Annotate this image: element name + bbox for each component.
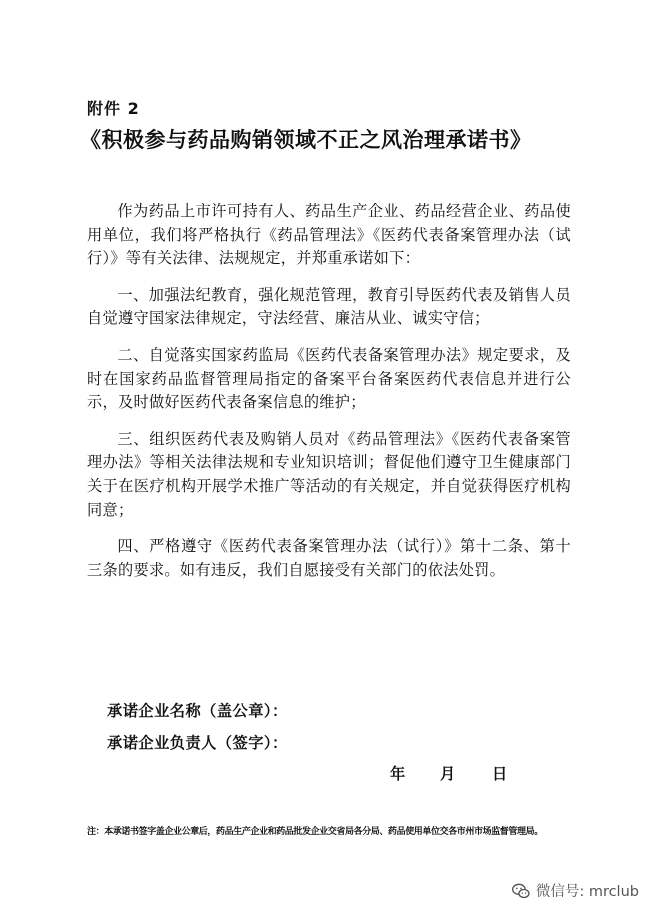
date-year: 年: [390, 765, 406, 783]
date-day: 日: [492, 765, 508, 783]
watermark-text: 微信号: mrclub: [535, 884, 639, 900]
paragraph-item-3: 三、组织医药代表及购销人员对《药品管理法》《医药代表备案管理办法》等相关法律法规和专业知识培训；督促他们遵守卫生健康部门关于在医疗机构开展学术推广等活动的有关规定，并自觉获得医疗机构同意；: [87, 429, 571, 519]
signature-person: 承诺企业负责人（签字）：: [107, 734, 288, 752]
paragraph-item-1: 一、加强法纪教育，强化规范管理，教育引导医药代表及销售人员自觉遵守国家法律规定，守法经营、廉洁从业、诚实守信；: [87, 285, 571, 328]
watermark: [511, 880, 639, 901]
paragraph-item-2: 二、自觉落实国家药监局《医药代表备案管理办法》规定要求，及时在国家药品监督管理局指定的备案平台备案医药代表信息并进行公示，及时做好医药代表备案信息的维护；: [87, 345, 571, 412]
paragraph-item-4: 四、严格遵守《医药代表备案管理办法（试行）》第十二条、第十三条的要求。如有违反，我们自愿接受有关部门的依法处罚。: [87, 537, 571, 579]
signature-company: 承诺企业名称（盖公章）：: [107, 702, 288, 720]
attachment-label: 附件 2: [87, 99, 140, 118]
paragraph-intro: 作为药品上市许可持有人、药品生产企业、药品经营企业、药品使用单位，我们将严格执行《药品管理法》《医药代表备案管理办法（试行）》等有关法律、法规规定，并郑重承诺如下：: [87, 202, 571, 268]
document-body: [87, 200, 571, 590]
footnote: 注：本承诺书签字盖企业公章后，药品生产企业和药品批发企业交省局各分局、药品使用单位交各市州市场监督管理局。: [87, 827, 543, 837]
date-month: 月: [440, 765, 456, 783]
document-title: 《积极参与药品购销领域不正之风治理承诺书》: [80, 127, 532, 152]
wechat-icon: [511, 881, 531, 901]
